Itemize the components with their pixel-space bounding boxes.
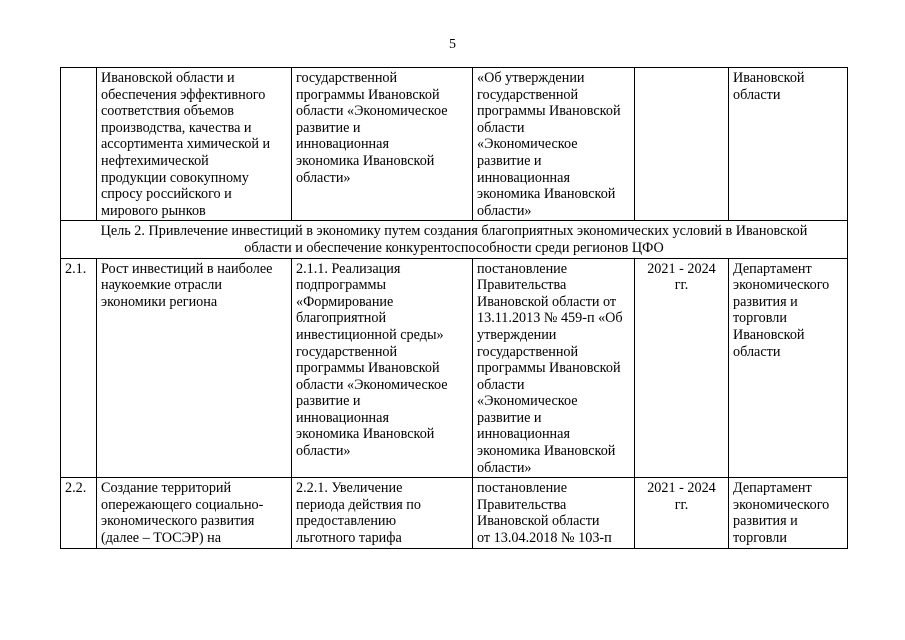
text-line: Правительства <box>477 277 567 294</box>
measure-cell <box>292 478 473 548</box>
text-line: развития и <box>733 293 798 310</box>
text-line: государственной <box>477 86 579 103</box>
measure-cell <box>292 68 473 221</box>
text-line: гг. <box>674 277 689 294</box>
text-line: Ивановской области и <box>101 70 235 86</box>
text-line: Цель 2. Привлечение инвестиций в экономику путем создания благоприятных экономических условий в Ивановской <box>100 223 808 240</box>
text-line: Ивановской <box>733 70 805 86</box>
text-line: мирового рынков <box>101 202 206 219</box>
text-line: программы Ивановской <box>477 103 621 120</box>
text-line: области «Экономическое <box>296 103 448 120</box>
text-line: постановление <box>477 260 568 277</box>
text-line: постановление <box>477 480 568 497</box>
text-line: области и обеспечение конкурентоспособности среди регионов ЦФО <box>244 239 664 256</box>
text-line: наукоемкие отрасли <box>101 277 222 294</box>
text-line: развитие и <box>477 152 542 169</box>
responsible-cell <box>729 258 848 478</box>
row-number-cell: 2.1. <box>61 258 97 478</box>
text-line: экономика Ивановской <box>296 426 435 443</box>
text-line: инновационная <box>477 426 570 443</box>
text-line: Ивановской <box>733 326 805 343</box>
document-cell <box>473 258 635 478</box>
text-line: «Экономическое <box>477 393 578 410</box>
text-line: 2.1.1. Реализация <box>296 260 401 277</box>
text-line: экономика Ивановской <box>477 186 616 203</box>
text-line: подпрограммы <box>296 277 386 294</box>
text-line: торговли <box>733 530 787 547</box>
text-line: 2.2.1. Увеличение <box>296 480 403 497</box>
document-cell <box>473 478 635 548</box>
text-line: экономика Ивановской <box>296 152 435 169</box>
text-line: экономического <box>733 277 830 294</box>
text-line: спросу российского и <box>101 186 232 203</box>
text-line: от 13.04.2018 № 103-п <box>477 530 612 547</box>
measure-cell <box>292 258 473 478</box>
text-line: развитие и <box>477 409 542 426</box>
text-line: области» <box>477 202 532 219</box>
text-line: производства, качества и <box>101 119 252 136</box>
row-number-cell: 2.2. <box>61 478 97 548</box>
responsible-cell <box>729 68 848 221</box>
text-line: соответствия объемов <box>101 103 235 120</box>
text-line: «Экономическое <box>477 136 578 153</box>
period-cell <box>635 258 729 478</box>
goal-row <box>61 221 848 258</box>
text-line: программы Ивановской <box>477 360 621 377</box>
text-line: государственной <box>296 343 398 360</box>
text-line: утверждении <box>477 326 557 343</box>
period-cell <box>635 478 729 548</box>
text-line: государственной <box>477 343 579 360</box>
page-number: 5 <box>449 37 456 52</box>
row-number-cell <box>61 68 97 221</box>
text-line: Создание территорий <box>101 480 232 497</box>
text-line: государственной <box>296 70 398 86</box>
text-line: развития и <box>733 513 798 530</box>
text-line: Рост инвестиций в наиболее <box>101 260 273 277</box>
task-cell <box>97 68 292 221</box>
responsible-cell <box>729 478 848 548</box>
text-line: гг. <box>674 496 689 513</box>
task-cell <box>97 478 292 548</box>
text-line: инновационная <box>477 169 570 186</box>
document-cell <box>473 68 635 221</box>
text-line: (далее – ТОСЭР) на <box>101 530 222 547</box>
text-line: области» <box>296 443 351 460</box>
text-line: инновационная <box>296 136 389 153</box>
text-line: 13.11.2013 № 459-п «Об <box>477 310 623 327</box>
text-line: Департамент <box>733 260 812 277</box>
text-line: торговли <box>733 310 787 327</box>
text-line: области» <box>296 169 351 186</box>
goal-heading <box>61 221 848 258</box>
program-measures-table <box>60 67 848 549</box>
text-line: обеспечения эффективного <box>101 86 266 103</box>
text-line: льготного тарифа <box>296 530 402 547</box>
text-line: опережающего социально- <box>101 496 264 513</box>
text-line: «Об утверждении <box>477 70 585 86</box>
text-line: области <box>733 343 781 360</box>
text-line: Ивановской области <box>477 513 600 530</box>
text-line: области <box>477 119 525 136</box>
text-line: Правительства <box>477 496 567 513</box>
task-cell <box>97 258 292 478</box>
text-line: продукции совокупному <box>101 169 249 186</box>
text-line: экономика Ивановской <box>477 443 616 460</box>
text-line: области <box>733 86 781 103</box>
text-line: области «Экономическое <box>296 376 448 393</box>
text-line: благоприятной <box>296 310 387 327</box>
text-line: программы Ивановской <box>296 86 440 103</box>
text-line: развитие и <box>296 119 361 136</box>
text-line: 2021 - 2024 <box>647 260 716 277</box>
text-line: экономического <box>733 496 830 513</box>
text-line: развитие и <box>296 393 361 410</box>
text-line: области <box>477 376 525 393</box>
text-line: предоставлению <box>296 513 397 530</box>
text-line: ассортимента химической и <box>101 136 271 153</box>
text-line: периода действия по <box>296 496 421 513</box>
table-row <box>61 68 848 221</box>
text-line: программы Ивановской <box>296 360 440 377</box>
text-line: экономического развития <box>101 513 255 530</box>
text-line: Департамент <box>733 480 812 497</box>
text-line: экономики региона <box>101 293 218 310</box>
table-row <box>61 258 848 478</box>
text-line: области» <box>477 459 532 476</box>
text-line: Ивановской области от <box>477 293 617 310</box>
text-line: «Формирование <box>296 293 394 310</box>
text-line: инвестиционной среды» <box>296 326 444 343</box>
text-line: 2021 - 2024 <box>647 480 716 497</box>
table-row <box>61 478 848 548</box>
text-line: инновационная <box>296 409 389 426</box>
period-cell <box>635 68 729 221</box>
text-line: нефтехимической <box>101 152 209 169</box>
